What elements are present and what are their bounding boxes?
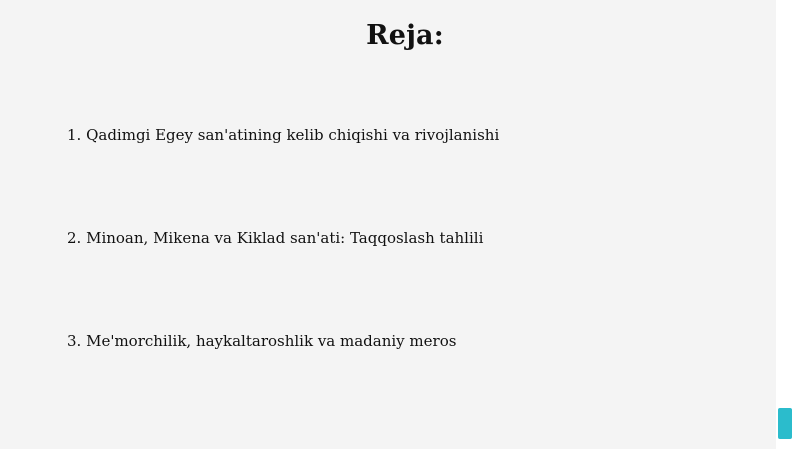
vertical-scrollbar[interactable]	[776, 0, 800, 449]
plan-item-2: 2. Minoan, Mikena va Kiklad san'ati: Taqqoslash tahlili	[67, 229, 484, 247]
scrollbar-thumb[interactable]	[778, 408, 792, 439]
plan-item-3: 3. Me'morchilik, haykaltaroshlik va madaniy meros	[67, 332, 457, 350]
plan-item-1: 1. Qadimgi Egey san'atining kelib chiqishi va rivojlanishi	[67, 126, 500, 144]
slide-title: Reja:	[366, 20, 444, 51]
